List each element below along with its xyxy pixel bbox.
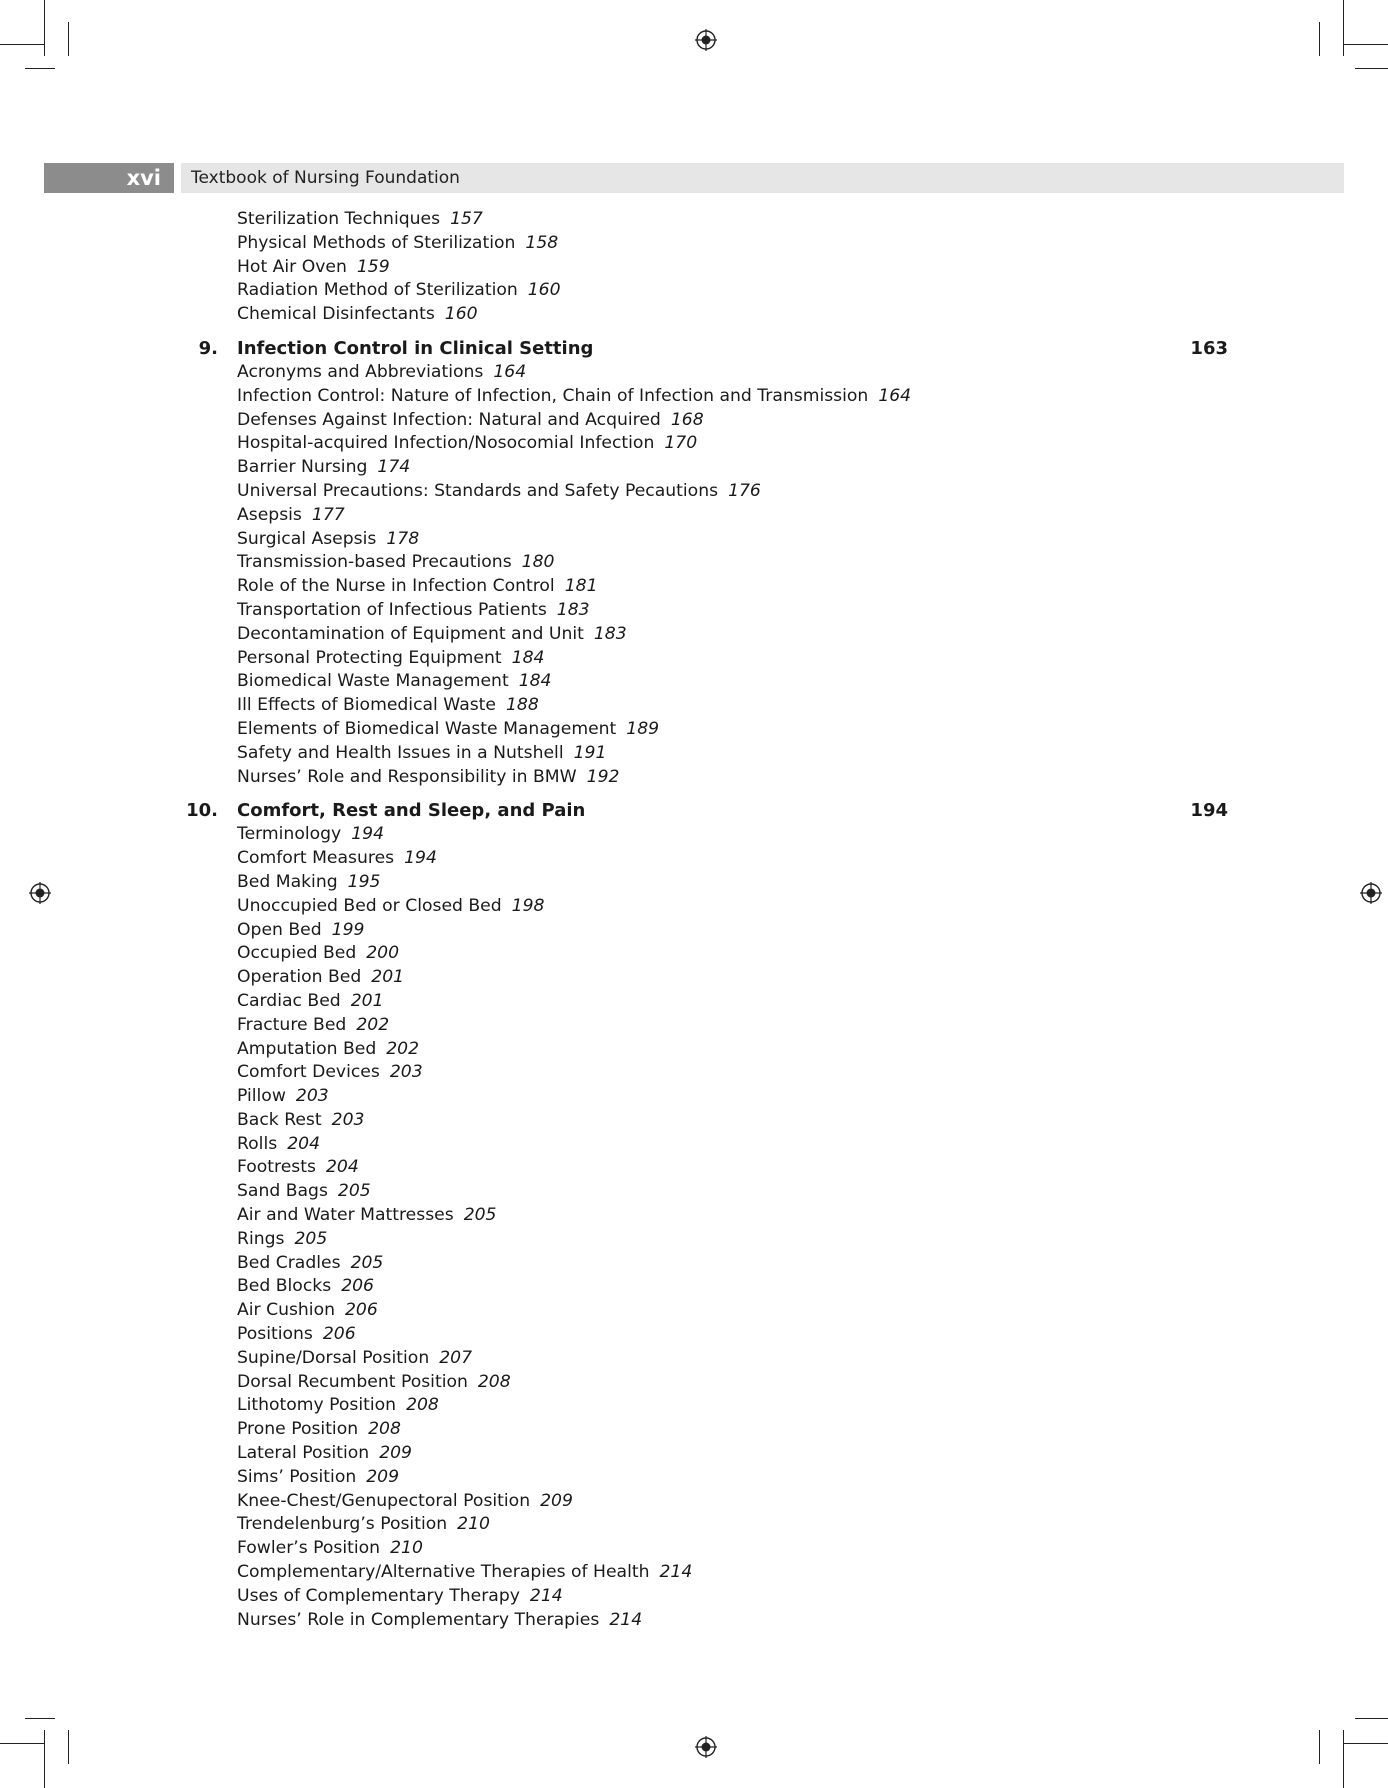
entry-title: Elements of Biomedical Waste Management: [237, 718, 617, 739]
toc-entry: [0, 504, 1388, 528]
entry-title: Safety and Health Issues in a Nutshell: [237, 742, 564, 763]
crop-mark: [0, 44, 44, 45]
chapter-number: 10.: [186, 800, 218, 822]
entry-title: Asepsis: [237, 504, 302, 525]
toc-entry: [0, 823, 1388, 847]
entry-page: 209: [379, 1443, 412, 1464]
entry-title: Pillow: [237, 1086, 286, 1107]
entry-page: 210: [457, 1514, 490, 1535]
chapter-title: Comfort, Rest and Sleep, and Pain: [237, 800, 586, 822]
entry-title: Bed Making: [237, 871, 338, 892]
chapter-heading: [0, 798, 1388, 823]
entry-page: 183: [593, 623, 627, 644]
entry-title: Unoccupied Bed or Closed Bed: [237, 895, 502, 916]
entry-page: 205: [294, 1228, 328, 1249]
toc-entry: [0, 361, 1388, 385]
entry-page: 178: [386, 528, 420, 549]
entry-page: 168: [670, 409, 704, 430]
entry-title: Physical Methods of Sterilization: [237, 232, 516, 253]
entry-title: Operation Bed: [237, 967, 362, 988]
entry-title: Universal Precautions: Standards and Safety Pecautions: [237, 480, 719, 501]
toc-entry: [0, 1371, 1388, 1395]
entry-title: Hot Air Oven: [237, 256, 347, 277]
crop-mark: [44, 1730, 45, 1788]
entry-page: 203: [389, 1062, 423, 1083]
entry-page: 207: [439, 1347, 473, 1368]
entry-page: 177: [311, 504, 345, 525]
toc-entry: [0, 1585, 1388, 1609]
toc-entry: [0, 256, 1388, 280]
entry-page: 183: [556, 599, 590, 620]
toc-entry: [0, 966, 1388, 990]
toc-entry: [0, 766, 1388, 790]
entry-page: 198: [511, 895, 545, 916]
toc-entry: [0, 1418, 1388, 1442]
entry-title: Air and Water Mattresses: [237, 1205, 454, 1226]
entry-title: Terminology: [237, 824, 342, 845]
crop-mark: [1344, 1743, 1388, 1744]
entry-title: Ill Effects of Biomedical Waste: [237, 695, 496, 716]
entry-title: Fowler’s Position: [237, 1538, 381, 1559]
toc-entry: [0, 871, 1388, 895]
entry-page: 208: [368, 1419, 401, 1440]
entry-page: 209: [366, 1466, 400, 1487]
entry-page: 208: [477, 1371, 511, 1392]
entry-title: Hospital-acquired Infection/Nosocomial Infection: [237, 433, 655, 454]
entry-title: Lithotomy Position: [237, 1395, 397, 1416]
toc-entry: [0, 647, 1388, 671]
entry-page: 209: [540, 1490, 573, 1511]
entry-title: Fracture Bed: [237, 1014, 347, 1035]
page-number: xvi: [44, 163, 174, 193]
entry-title: Occupied Bed: [237, 943, 357, 964]
entry-title: Sterilization Techniques: [237, 209, 441, 229]
entry-page: 170: [664, 433, 698, 454]
registration-mark-icon: [695, 1736, 717, 1758]
crop-mark: [1344, 44, 1388, 45]
toc-entry: [0, 1537, 1388, 1561]
entry-title: Sand Bags: [237, 1181, 328, 1202]
crop-mark: [0, 1743, 44, 1744]
entry-title: Rings: [237, 1228, 285, 1249]
entry-page: 206: [345, 1300, 378, 1321]
crop-mark: [25, 68, 55, 69]
crop-mark: [1319, 1730, 1320, 1764]
entry-title: Personal Protecting Equipment: [237, 647, 502, 668]
toc-entry: [0, 942, 1388, 966]
entry-page: 160: [527, 280, 561, 301]
toc-entry: [0, 1156, 1388, 1180]
entry-title: Prone Position: [237, 1419, 359, 1440]
entry-title: Uses of Complementary Therapy: [237, 1585, 520, 1606]
table-of-contents: [0, 208, 1388, 1632]
entry-page: 214: [529, 1585, 563, 1606]
toc-entry: [0, 1085, 1388, 1109]
toc-entry: [0, 1609, 1388, 1633]
entry-title: Transportation of Infectious Patients: [237, 599, 547, 620]
chapter-page: 163: [1190, 337, 1228, 359]
toc-entry: [0, 694, 1388, 718]
toc-entry: [0, 303, 1388, 327]
entry-title: Open Bed: [237, 919, 322, 940]
entry-title: Sims’ Position: [237, 1466, 357, 1487]
entry-title: Radiation Method of Sterilization: [237, 280, 518, 301]
entry-title: Trendelenburg’s Position: [237, 1514, 448, 1535]
entry-page: 202: [386, 1038, 420, 1059]
entry-page: 204: [325, 1157, 359, 1178]
entry-title: Biomedical Waste Management: [237, 671, 509, 692]
entry-page: 176: [728, 480, 761, 501]
entry-page: 200: [366, 943, 400, 964]
entry-page: 191: [573, 742, 607, 763]
entry-page: 205: [463, 1205, 497, 1226]
entry-title: Role of the Nurse in Infection Control: [237, 576, 555, 597]
entry-title: Lateral Position: [237, 1443, 370, 1464]
crop-mark: [1355, 1718, 1388, 1719]
entry-title: Positions: [237, 1324, 313, 1345]
entry-page: 203: [331, 1109, 365, 1130]
chapter-number: 9.: [198, 337, 218, 359]
toc-entry: [0, 456, 1388, 480]
toc-entry: [0, 385, 1388, 409]
crop-mark: [1343, 0, 1344, 56]
toc-entry: [0, 599, 1388, 623]
entry-page: 188: [506, 695, 539, 716]
toc-entry: [0, 1061, 1388, 1085]
toc-entry: [0, 1394, 1388, 1418]
toc-entry: [0, 551, 1388, 575]
toc-entry: [0, 528, 1388, 552]
entry-page: 201: [350, 990, 384, 1011]
toc-entry: [0, 1204, 1388, 1228]
toc-entry: [0, 409, 1388, 433]
toc-entry: [0, 480, 1388, 504]
entry-title: Comfort Devices: [237, 1062, 380, 1083]
entry-page: 214: [609, 1609, 643, 1630]
toc-entry: [0, 742, 1388, 766]
toc-entry: [0, 1228, 1388, 1252]
entry-title: Cardiac Bed: [237, 990, 341, 1011]
toc-entry: [0, 1561, 1388, 1585]
entry-page: 208: [406, 1395, 439, 1416]
entry-page: 157: [450, 209, 483, 229]
toc-entry: [0, 847, 1388, 871]
toc-entry: [0, 432, 1388, 456]
entry-page: 184: [511, 647, 545, 668]
entry-title: Knee-Chest/Genupectoral Position: [237, 1490, 531, 1511]
entry-title: Rolls: [237, 1133, 278, 1154]
toc-entry: [0, 208, 1388, 232]
toc-entry: [0, 1442, 1388, 1466]
entry-title: Nurses’ Role in Complementary Therapies: [237, 1609, 600, 1630]
toc-entry: [0, 1513, 1388, 1537]
entry-page: 202: [356, 1014, 390, 1035]
entry-page: 181: [564, 576, 598, 597]
crop-mark: [68, 22, 69, 56]
entry-title: Acronyms and Abbreviations: [237, 361, 484, 382]
toc-entry: [0, 1133, 1388, 1157]
entry-page: 205: [350, 1252, 384, 1273]
toc-entry: [0, 1180, 1388, 1204]
entry-title: Surgical Asepsis: [237, 528, 377, 549]
entry-page: 210: [390, 1538, 423, 1559]
entry-page: 194: [351, 824, 385, 845]
toc-entry: [0, 1490, 1388, 1514]
entry-title: Chemical Disinfectants: [237, 304, 435, 325]
entry-page: 204: [287, 1133, 321, 1154]
toc-entry: [0, 1252, 1388, 1276]
toc-entry: [0, 1275, 1388, 1299]
entry-page: 164: [493, 361, 527, 382]
entry-page: 160: [444, 304, 478, 325]
crop-mark: [1319, 22, 1320, 56]
entry-page: 201: [371, 967, 405, 988]
entry-page: 184: [518, 671, 552, 692]
entry-page: 203: [295, 1086, 329, 1107]
crop-mark: [1355, 68, 1388, 69]
entry-page: 189: [626, 718, 660, 739]
entry-title: Defenses Against Infection: Natural and Acquired: [237, 409, 661, 430]
entry-page: 159: [356, 256, 390, 277]
toc-entry: [0, 895, 1388, 919]
entry-title: Dorsal Recumbent Position: [237, 1371, 468, 1392]
chapter-heading: [0, 336, 1388, 361]
registration-mark-icon: [695, 29, 717, 51]
entry-page: 195: [347, 871, 381, 892]
entry-title: Decontamination of Equipment and Unit: [237, 623, 584, 644]
entry-title: Barrier Nursing: [237, 457, 368, 478]
entry-page: 194: [404, 848, 437, 869]
toc-entry: [0, 1014, 1388, 1038]
entry-page: 206: [341, 1276, 374, 1297]
entry-page: 205: [337, 1181, 371, 1202]
toc-entry: [0, 1109, 1388, 1133]
toc-entry: [0, 279, 1388, 303]
entry-title: Bed Blocks: [237, 1276, 332, 1297]
entry-title: Infection Control: Nature of Infection, Chain of Infection and Transmission: [237, 385, 869, 406]
entry-page: 158: [525, 232, 559, 253]
toc-entry: [0, 623, 1388, 647]
toc-entry: [0, 1466, 1388, 1490]
entry-page: 174: [377, 457, 411, 478]
crop-mark: [68, 1730, 69, 1764]
entry-title: Transmission-based Precautions: [237, 552, 512, 573]
entry-title: Footrests: [237, 1157, 316, 1178]
toc-entry: [0, 718, 1388, 742]
entry-title: Comfort Measures: [237, 848, 395, 869]
toc-entry: [0, 1347, 1388, 1371]
toc-entry: [0, 575, 1388, 599]
entry-page: 192: [586, 766, 620, 787]
book-title: Textbook of Nursing Foundation: [181, 163, 1344, 193]
crop-mark: [1343, 1730, 1344, 1788]
running-header: [44, 163, 1344, 193]
chapter-title: Infection Control in Clinical Setting: [237, 337, 594, 359]
entry-title: Amputation Bed: [237, 1038, 377, 1059]
entry-page: 199: [331, 919, 365, 940]
entry-title: Supine/Dorsal Position: [237, 1347, 430, 1368]
toc-entry: [0, 1323, 1388, 1347]
entry-page: 214: [659, 1562, 693, 1583]
toc-entry: [0, 1038, 1388, 1062]
toc-entry: [0, 1299, 1388, 1323]
toc-entry: [0, 232, 1388, 256]
entry-title: Bed Cradles: [237, 1252, 341, 1273]
entry-page: 180: [521, 552, 555, 573]
entry-page: 164: [878, 385, 912, 406]
entry-page: 206: [322, 1324, 356, 1345]
entry-title: Nurses’ Role and Responsibility in BMW: [237, 766, 577, 787]
entry-title: Complementary/Alternative Therapies of Health: [237, 1562, 650, 1583]
toc-entry: [0, 919, 1388, 943]
crop-mark: [25, 1718, 55, 1719]
entry-title: Air Cushion: [237, 1300, 335, 1321]
chapter-page: 194: [1190, 800, 1228, 822]
toc-entry: [0, 990, 1388, 1014]
crop-mark: [44, 0, 45, 56]
toc-entry: [0, 670, 1388, 694]
entry-title: Back Rest: [237, 1109, 322, 1130]
